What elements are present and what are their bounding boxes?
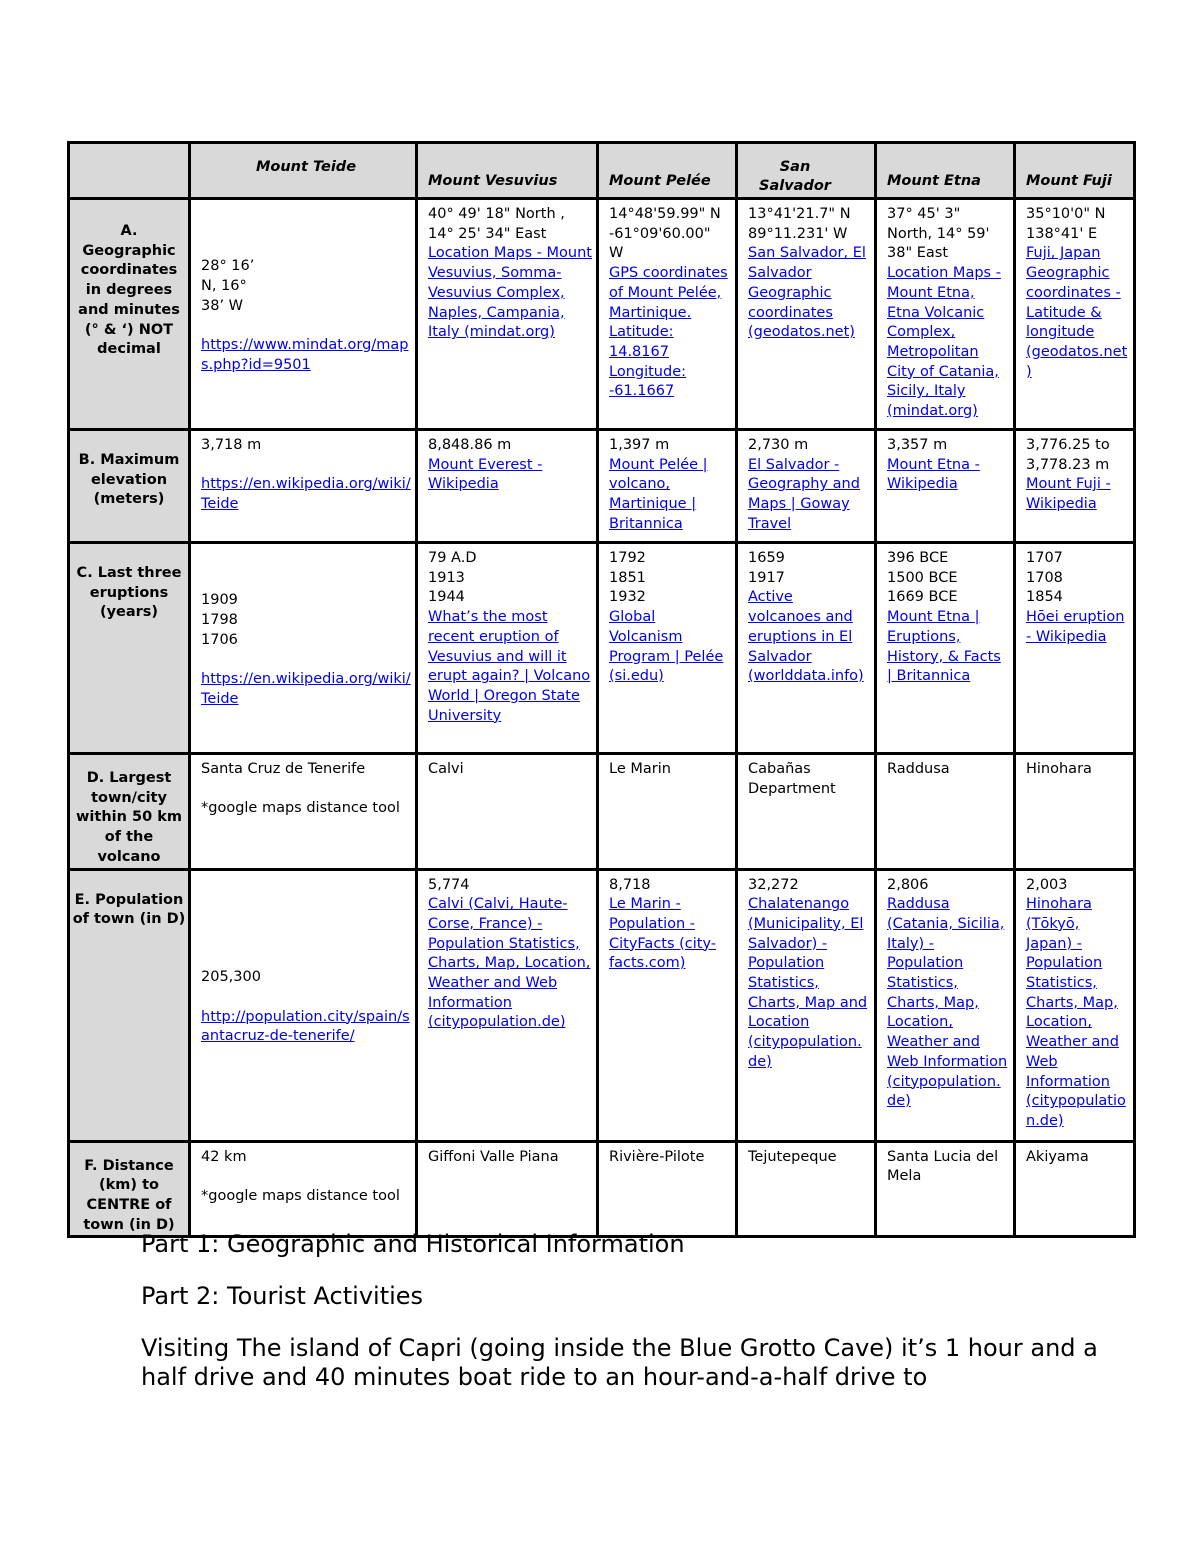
cell-value: 2,806 xyxy=(887,876,929,893)
source-link[interactable]: Chalatenango (Municipality, El Salvador) - Population Statistics, Charts, Map and Location (citypopulation.de) xyxy=(748,896,868,1070)
cell-a-mount-etna xyxy=(876,199,1015,430)
cell-value: 14° 25' 34" East xyxy=(428,225,547,242)
cell-d-mount-vesuvius xyxy=(417,754,598,870)
cell-value: 1851 xyxy=(609,569,646,586)
source-link[interactable]: http://population.city/spain/santacruz-de-tenerife/ xyxy=(201,1008,410,1045)
cell-value: Santa Cruz de Tenerife xyxy=(201,761,366,777)
cell-value: 1708 xyxy=(1026,569,1063,586)
spacer xyxy=(201,317,411,337)
cell-d-mount-pelee xyxy=(598,754,737,870)
cell-c-mount-vesuvius xyxy=(417,543,598,754)
cell-value: 38" East xyxy=(887,245,949,262)
corner-cell xyxy=(69,143,190,199)
table-row-a xyxy=(69,199,1135,430)
row-header-d: D. Largest town/city within 50 km of the volcano xyxy=(69,754,190,870)
source-link[interactable]: Mount Fuji - Wikipedia xyxy=(1026,476,1111,513)
part2-heading: Part 2: Tourist Activities xyxy=(141,1282,424,1310)
cell-value: 42 km xyxy=(201,1148,247,1165)
source-link[interactable]: Raddusa (Catania, Sicilia, Italy) - Population Statistics, Charts, Map, Location, Weather and Web Information (citypopulation.de) xyxy=(887,896,1008,1110)
cell-value: 1909 xyxy=(201,592,238,609)
row-header-b: B. Maximum elevation (meters) xyxy=(69,430,190,543)
column-header-mount-teide: Mount Teide xyxy=(190,143,417,199)
cell-f-san-salvador xyxy=(737,1141,876,1237)
cell-e-san-salvador xyxy=(737,869,876,1141)
cell-value: -61°09'60.00" xyxy=(609,225,711,242)
volcano-data-table xyxy=(67,141,1136,1238)
cell-value: 3,357 m xyxy=(887,437,948,453)
spacer xyxy=(201,651,411,671)
cell-e-mount-vesuvius xyxy=(417,869,598,1141)
column-header-mount-etna: Mount Etna xyxy=(876,143,1015,199)
cell-d-mount-etna xyxy=(876,754,1015,870)
parts-section xyxy=(141,1230,1101,1415)
cell-f-mount-fuji xyxy=(1015,1141,1135,1237)
source-link[interactable]: https://www.mindat.org/maps.php?id=9501 xyxy=(201,337,409,373)
cell-note: *google maps distance tool xyxy=(201,1187,400,1204)
cell-a-mount-pelee xyxy=(598,199,737,430)
cell-b-san-salvador xyxy=(737,430,876,543)
row-header-f: F. Distance (km) to CENTRE of town (in D) xyxy=(69,1141,190,1237)
column-header-mount-fuji: Mount Fuji xyxy=(1015,143,1135,199)
cell-value: Santa Lucia del Mela xyxy=(887,1148,999,1185)
source-link[interactable]: https://en.wikipedia.org/wiki/Teide xyxy=(201,476,411,513)
cell-b-mount-teide xyxy=(190,430,417,543)
cell-value: 138°41' E xyxy=(1026,225,1098,242)
cell-b-mount-vesuvius xyxy=(417,430,598,543)
cell-value: 38’ W xyxy=(201,297,244,314)
cell-value: Hinohara xyxy=(1026,761,1092,777)
row-header-c: C. Last three eruptions (years) xyxy=(69,543,190,754)
cell-e-mount-pelee xyxy=(598,869,737,1141)
cell-value: Raddusa xyxy=(887,761,950,777)
cell-value: 2,730 m xyxy=(748,437,809,453)
cell-value: North, 14° 59' xyxy=(887,225,990,242)
cell-value: 1913 xyxy=(428,569,465,586)
cell-value: 1500 BCE xyxy=(887,569,958,586)
cell-value: 2,003 xyxy=(1026,876,1068,893)
source-link[interactable]: Mount Etna | Eruptions, History, & Facts | Britannica xyxy=(887,609,1001,685)
cell-value: 3,718 m xyxy=(201,437,262,453)
cell-value: 5,774 xyxy=(428,876,470,893)
cell-c-mount-fuji xyxy=(1015,543,1135,754)
column-header-san-salvador: San Salvador xyxy=(737,143,876,199)
cell-c-mount-etna xyxy=(876,543,1015,754)
cell-b-mount-pelee xyxy=(598,430,737,543)
cell-value: 40° 49' 18" North , xyxy=(428,206,565,222)
table-row-d xyxy=(69,754,1135,870)
cell-value: 1798 xyxy=(201,612,238,629)
cell-f-mount-pelee xyxy=(598,1141,737,1237)
cell-value: 205,300 xyxy=(201,969,261,986)
cell-value: 396 BCE xyxy=(887,550,949,566)
cell-value: Tejutepeque xyxy=(748,1148,837,1165)
source-link[interactable]: Fuji, Japan Geographic coordinates - Latitude & longitude (geodatos.net) xyxy=(1026,245,1128,380)
cell-value: 1707 xyxy=(1026,550,1063,566)
cell-value: Cabañas Department xyxy=(748,761,836,797)
cell-value: 13°41'21.7" N xyxy=(748,206,851,222)
table-row-c xyxy=(69,543,1135,754)
cell-value: 8,718 xyxy=(609,876,651,893)
source-link[interactable]: Location Maps - Mount Vesuvius, Somma-Vesuvius Complex, Naples, Campania, Italy (mindat.org) xyxy=(428,245,592,341)
cell-a-mount-fuji xyxy=(1015,199,1135,430)
cell-f-mount-etna xyxy=(876,1141,1015,1237)
row-header-a: A. Geographic coordinates in degrees and minutes (° & ‘) NOT decimal xyxy=(69,199,190,430)
source-link[interactable]: Mount Everest - Wikipedia xyxy=(428,456,543,493)
cell-value: 1,397 m xyxy=(609,437,670,453)
cell-value: 1659 xyxy=(748,550,785,566)
cell-e-mount-etna xyxy=(876,869,1015,1141)
cell-d-san-salvador xyxy=(737,754,876,870)
cell-value: 1854 xyxy=(1026,589,1063,606)
cell-value: 28° 16’ xyxy=(201,258,255,275)
source-link[interactable]: San Salvador, El Salvador Geographic coordinates (geodatos.net) xyxy=(748,245,866,341)
cell-value: 1932 xyxy=(609,589,646,606)
cell-d-mount-fuji xyxy=(1015,754,1135,870)
source-link[interactable]: Hōei eruption - Wikipedia xyxy=(1026,609,1125,645)
cell-value: 1706 xyxy=(201,631,238,648)
cell-c-san-salvador xyxy=(737,543,876,754)
source-link[interactable]: Location Maps - Mount Etna, Etna Volcanic Complex, Metropolitan City of Catania, Sicily, Italy (mindat.org) xyxy=(887,265,1001,420)
cell-value: 35°10'0" N xyxy=(1026,206,1106,222)
cell-value: 89°11.231' W xyxy=(748,225,848,242)
source-link[interactable]: Hinohara (Tōkyō, Japan) - Population Statistics, Charts, Map, Location, Weather and Web Information (citypopulation.de) xyxy=(1026,896,1126,1129)
header-row xyxy=(69,143,1135,199)
source-link[interactable]: Calvi (Calvi, Haute-Corse, France) - Population Statistics, Charts, Map, Location, Weather and Web Information (citypopulation.de) xyxy=(428,896,591,1031)
cell-value: 14°48'59.99" N xyxy=(609,206,721,222)
spacer xyxy=(201,988,411,1008)
cell-value: 1669 BCE xyxy=(887,589,958,606)
cell-f-mount-teide xyxy=(190,1141,417,1237)
cell-e-mount-fuji xyxy=(1015,869,1135,1141)
cell-value: W xyxy=(609,245,624,262)
source-link[interactable]: GPS coordinates of Mount Pelée, Martinique. Latitude: 14.8167 Longitude: -61.1667 xyxy=(609,265,728,400)
table-row-b xyxy=(69,430,1135,543)
table-row-e xyxy=(69,869,1135,1141)
cell-value: 1944 xyxy=(428,589,465,606)
cell-b-mount-fuji xyxy=(1015,430,1135,543)
row-header-e: E. Population of town (in D) xyxy=(69,869,190,1141)
source-link[interactable]: https://en.wikipedia.org/wiki/Teide xyxy=(201,671,411,707)
source-link[interactable]: Active volcanoes and eruptions in El Salvador (worlddata.info) xyxy=(748,589,864,685)
source-link[interactable]: Le Marin - Population - CityFacts (city-facts.com) xyxy=(609,896,717,972)
cell-a-mount-teide xyxy=(190,199,417,430)
table-row-f xyxy=(69,1141,1135,1237)
cell-value: Le Marin xyxy=(609,761,671,777)
cell-value: 8,848.86 m xyxy=(428,437,512,453)
part1-heading: Part 1: Geographic and Historical Information xyxy=(141,1230,685,1258)
cell-value: Giffoni Valle Piana xyxy=(428,1148,559,1165)
cell-value: 32,272 xyxy=(748,876,799,893)
cell-e-mount-teide xyxy=(190,869,417,1141)
cell-a-mount-vesuvius xyxy=(417,199,598,430)
cell-note: *google maps distance tool xyxy=(201,800,400,817)
spacer xyxy=(201,780,411,800)
cell-value: Rivière-Pilote xyxy=(609,1148,705,1165)
cell-c-mount-pelee xyxy=(598,543,737,754)
source-link[interactable]: Mount Etna - Wikipedia xyxy=(887,456,980,493)
column-header-mount-vesuvius: Mount Vesuvius xyxy=(417,143,598,199)
cell-c-mount-teide xyxy=(190,543,417,754)
cell-d-mount-teide xyxy=(190,754,417,870)
cell-a-san-salvador xyxy=(737,199,876,430)
cell-value: 79 A.D xyxy=(428,550,477,566)
cell-b-mount-etna xyxy=(876,430,1015,543)
tourist-activity-paragraph: Visiting The island of Capri (going inside the Blue Grotto Cave) it’s 1 hour and a half drive and 40 minutes boat ride to an hour-and-a-half drive to xyxy=(141,1334,1098,1391)
source-link[interactable]: Mount Pelée | volcano, Martinique | Britannica xyxy=(609,456,708,532)
source-link[interactable]: El Salvador - Geography and Maps | Goway Travel xyxy=(748,456,860,532)
spacer xyxy=(201,456,411,476)
cell-value: 3,776.25 to 3,778.23 m xyxy=(1026,437,1110,473)
cell-value: N, 16° xyxy=(201,278,247,295)
column-header-mount-pelee: Mount Pelée xyxy=(598,143,737,199)
cell-value: Akiyama xyxy=(1026,1148,1089,1165)
cell-value: 1917 xyxy=(748,569,785,586)
source-link[interactable]: Global Volcanism Program | Pelée (si.edu) xyxy=(609,609,724,685)
cell-value: 1792 xyxy=(609,550,646,566)
cell-value: 37° 45' 3" xyxy=(887,206,961,222)
source-link[interactable]: What’s the most recent eruption of Vesuvius and will it erupt again? | Volcano World | Oregon State University xyxy=(428,609,591,724)
cell-value: Calvi xyxy=(428,761,464,777)
cell-f-mount-vesuvius xyxy=(417,1141,598,1237)
spacer xyxy=(201,1167,411,1187)
